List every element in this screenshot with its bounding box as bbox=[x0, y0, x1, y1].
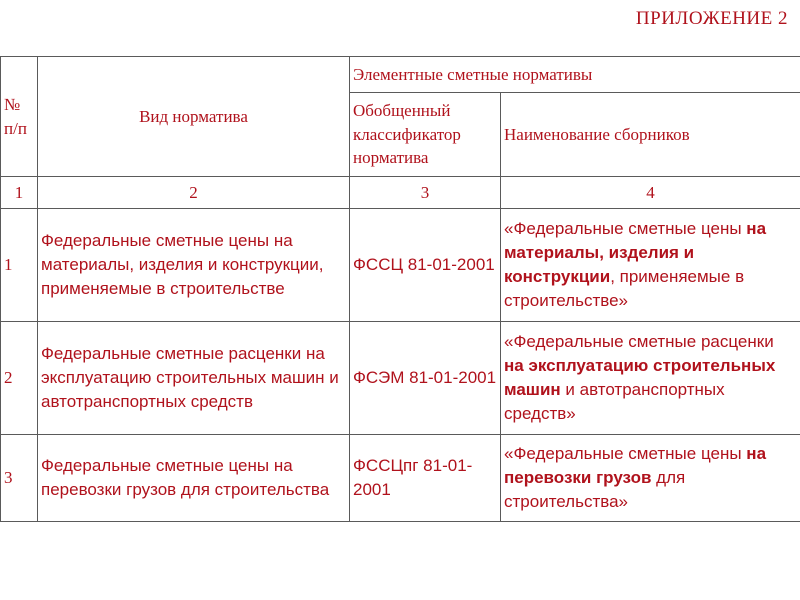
header-kind: Вид норматива bbox=[38, 57, 350, 177]
name-pre: «Федеральные сметные цены bbox=[504, 219, 747, 239]
norms-table bbox=[0, 56, 800, 522]
name-bold: на эксплуатацию строительных машин bbox=[504, 356, 776, 399]
header-num bbox=[1, 57, 38, 177]
row-kind: Федеральные сметные расценки на эксплуатацию строительных машин и автотранспортных средств bbox=[38, 322, 350, 435]
name-pre: «Федеральные сметные цены bbox=[504, 444, 747, 464]
col-number-3: 3 bbox=[350, 177, 501, 209]
row-kind: Федеральные сметные цены на материалы, изделия и конструкции, применяемые в строительстве bbox=[38, 209, 350, 322]
header-group: Элементные сметные нормативы bbox=[350, 57, 800, 93]
row-collection-name bbox=[501, 209, 800, 322]
column-number-row bbox=[1, 177, 800, 209]
header-num-line1: № bbox=[4, 94, 21, 114]
col-number-4: 4 bbox=[501, 177, 800, 209]
header-collection: Наименование сборников bbox=[501, 93, 800, 177]
header-classifier: Обобщенный классификатор норматива bbox=[350, 93, 501, 177]
appendix-label: ПРИЛОЖЕНИЕ 2 bbox=[635, 8, 788, 29]
header-row-1 bbox=[1, 57, 800, 93]
row-kind: Федеральные сметные цены на перевозки грузов для строительства bbox=[38, 435, 350, 522]
row-code: ФССЦпг 81-01-2001 bbox=[350, 435, 501, 522]
col-number-2: 2 bbox=[38, 177, 350, 209]
row-num: 3 bbox=[1, 435, 38, 522]
name-post: для строительства» bbox=[504, 468, 686, 511]
name-post: и автотранспортных средств» bbox=[504, 380, 725, 423]
row-num: 2 bbox=[1, 322, 38, 435]
name-bold: на перевозки грузов bbox=[504, 444, 767, 488]
name-post: , применяемые в строительстве» bbox=[504, 267, 745, 310]
col-number-1: 1 bbox=[1, 177, 38, 209]
name-bold: на материалы, изделия и конструкции bbox=[504, 219, 767, 286]
row-code: ФСЭМ 81-01-2001 bbox=[350, 322, 501, 435]
header-num-line2: п/п bbox=[4, 118, 27, 138]
row-code: ФССЦ 81-01-2001 bbox=[350, 209, 501, 322]
table-row bbox=[1, 322, 800, 435]
row-collection-name bbox=[501, 435, 800, 522]
name-pre: «Федеральные сметные расценки bbox=[504, 332, 774, 352]
row-collection-name bbox=[501, 322, 800, 435]
row-num: 1 bbox=[1, 209, 38, 322]
table-row bbox=[1, 435, 800, 522]
table-row bbox=[1, 209, 800, 322]
